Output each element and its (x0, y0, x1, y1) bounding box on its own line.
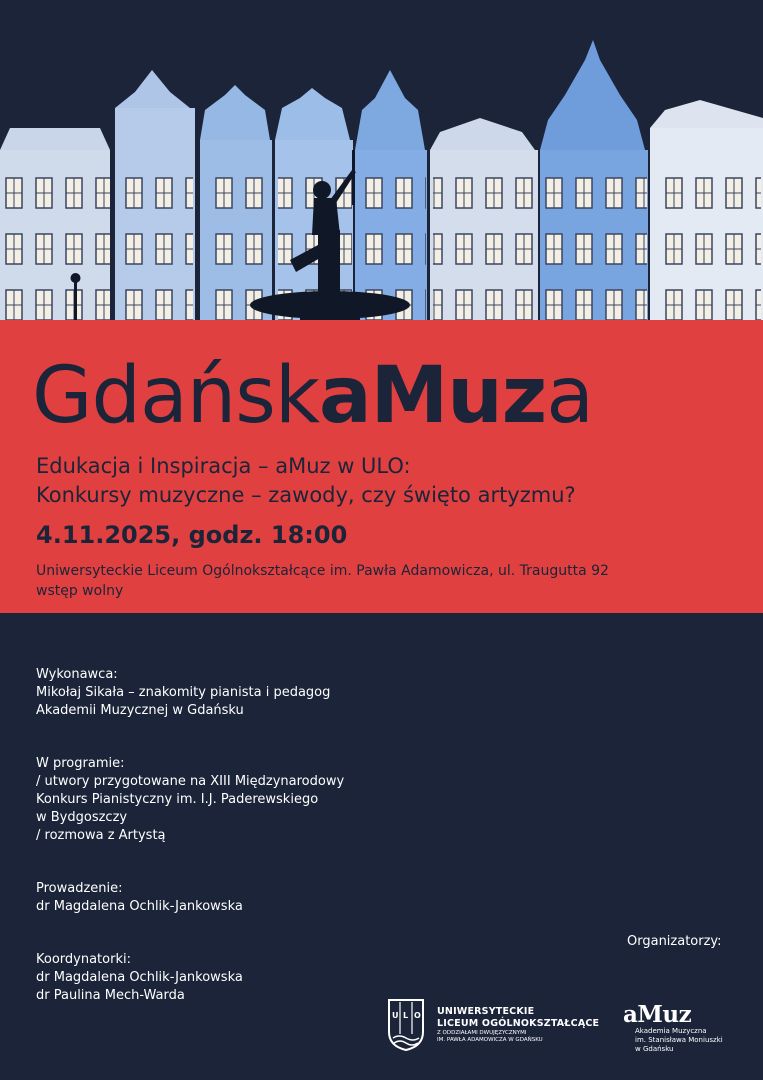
program-line-3: w Bydgoszczy (36, 810, 128, 825)
amuz-line-2: im. Stanisława Moniuszki (635, 1036, 723, 1044)
performer-line-2: Akademii Muzycznej w Gdańsku (36, 703, 244, 718)
ulo-name-line-4: IM. PAWŁA ADAMOWICZA W GDAŃSKU (437, 1037, 543, 1043)
host-section (36, 880, 243, 916)
host-heading: Prowadzenie: (36, 881, 123, 896)
title-part-amuz: aMuz (319, 351, 547, 441)
host-name: dr Magdalena Ochlik-Jankowska (36, 899, 243, 914)
ulo-emblem-icon (386, 998, 426, 1052)
gdansk-facades-image (0, 0, 763, 322)
program-heading: W programie: (36, 756, 125, 771)
subtitle-line-1: Edukacja i Inspiracja – aMuz w ULO: (36, 454, 411, 478)
amuz-logo-text (635, 1027, 723, 1054)
title-part-gdansk: Gdańsk (32, 351, 319, 441)
coordinators-section (36, 951, 243, 1005)
subtitle-line-2: Konkursy muzyczne – zawody, czy święto artyzmu? (36, 483, 576, 507)
coordinator-1: dr Magdalena Ochlik-Jankowska (36, 970, 243, 985)
program-line-2: Konkurs Pianistyczny im. I.J. Paderewskiego (36, 792, 319, 807)
program-line-1: / utwory przygotowane na XIII Międzynarodowy (36, 774, 345, 789)
performer-line-1: Mikołaj Sikała – znakomity pianista i pedagog (36, 685, 331, 700)
amuz-logo: aMuz (623, 1001, 692, 1028)
svg-text:L: L (403, 1011, 409, 1020)
svg-text:O: O (414, 1011, 421, 1020)
event-subtitle (36, 452, 736, 510)
ulo-logo-text (437, 1006, 599, 1044)
organizers-label: Organizatorzy: (627, 934, 722, 949)
amuz-line-1: Akademia Muzyczna (635, 1027, 707, 1035)
performer-heading: Wykonawca: (36, 667, 118, 682)
event-date: 4.11.2025, godz. 18:00 (36, 521, 348, 549)
event-title (32, 350, 593, 442)
amuz-line-3: w Gdańsku (635, 1045, 674, 1053)
ulo-name-line-3: Z ODDZIAŁAMI DWUJĘZYCZNYMI (437, 1030, 527, 1036)
coordinator-2: dr Paulina Mech-Warda (36, 988, 185, 1003)
program-line-4: / rozmowa z Artystą (36, 828, 166, 843)
program-section (36, 755, 344, 845)
venue-address: Uniwersyteckie Liceum Ogólnokształcące im. Pawła Adamowicza, ul. Traugutta 92 (36, 563, 609, 579)
performer-section (36, 666, 330, 720)
facades-illustration (0, 0, 763, 322)
title-part-a: a (546, 351, 593, 441)
event-venue (36, 561, 609, 601)
ulo-name-line-2: LICEUM OGÓLNOKSZTAŁCĄCE (437, 1018, 600, 1029)
svg-text:U: U (392, 1011, 399, 1020)
ulo-name-line-1: UNIWERSYTECKIE (437, 1006, 535, 1017)
venue-entry-note: wstęp wolny (36, 583, 124, 599)
coordinators-heading: Koordynatorki: (36, 952, 131, 967)
